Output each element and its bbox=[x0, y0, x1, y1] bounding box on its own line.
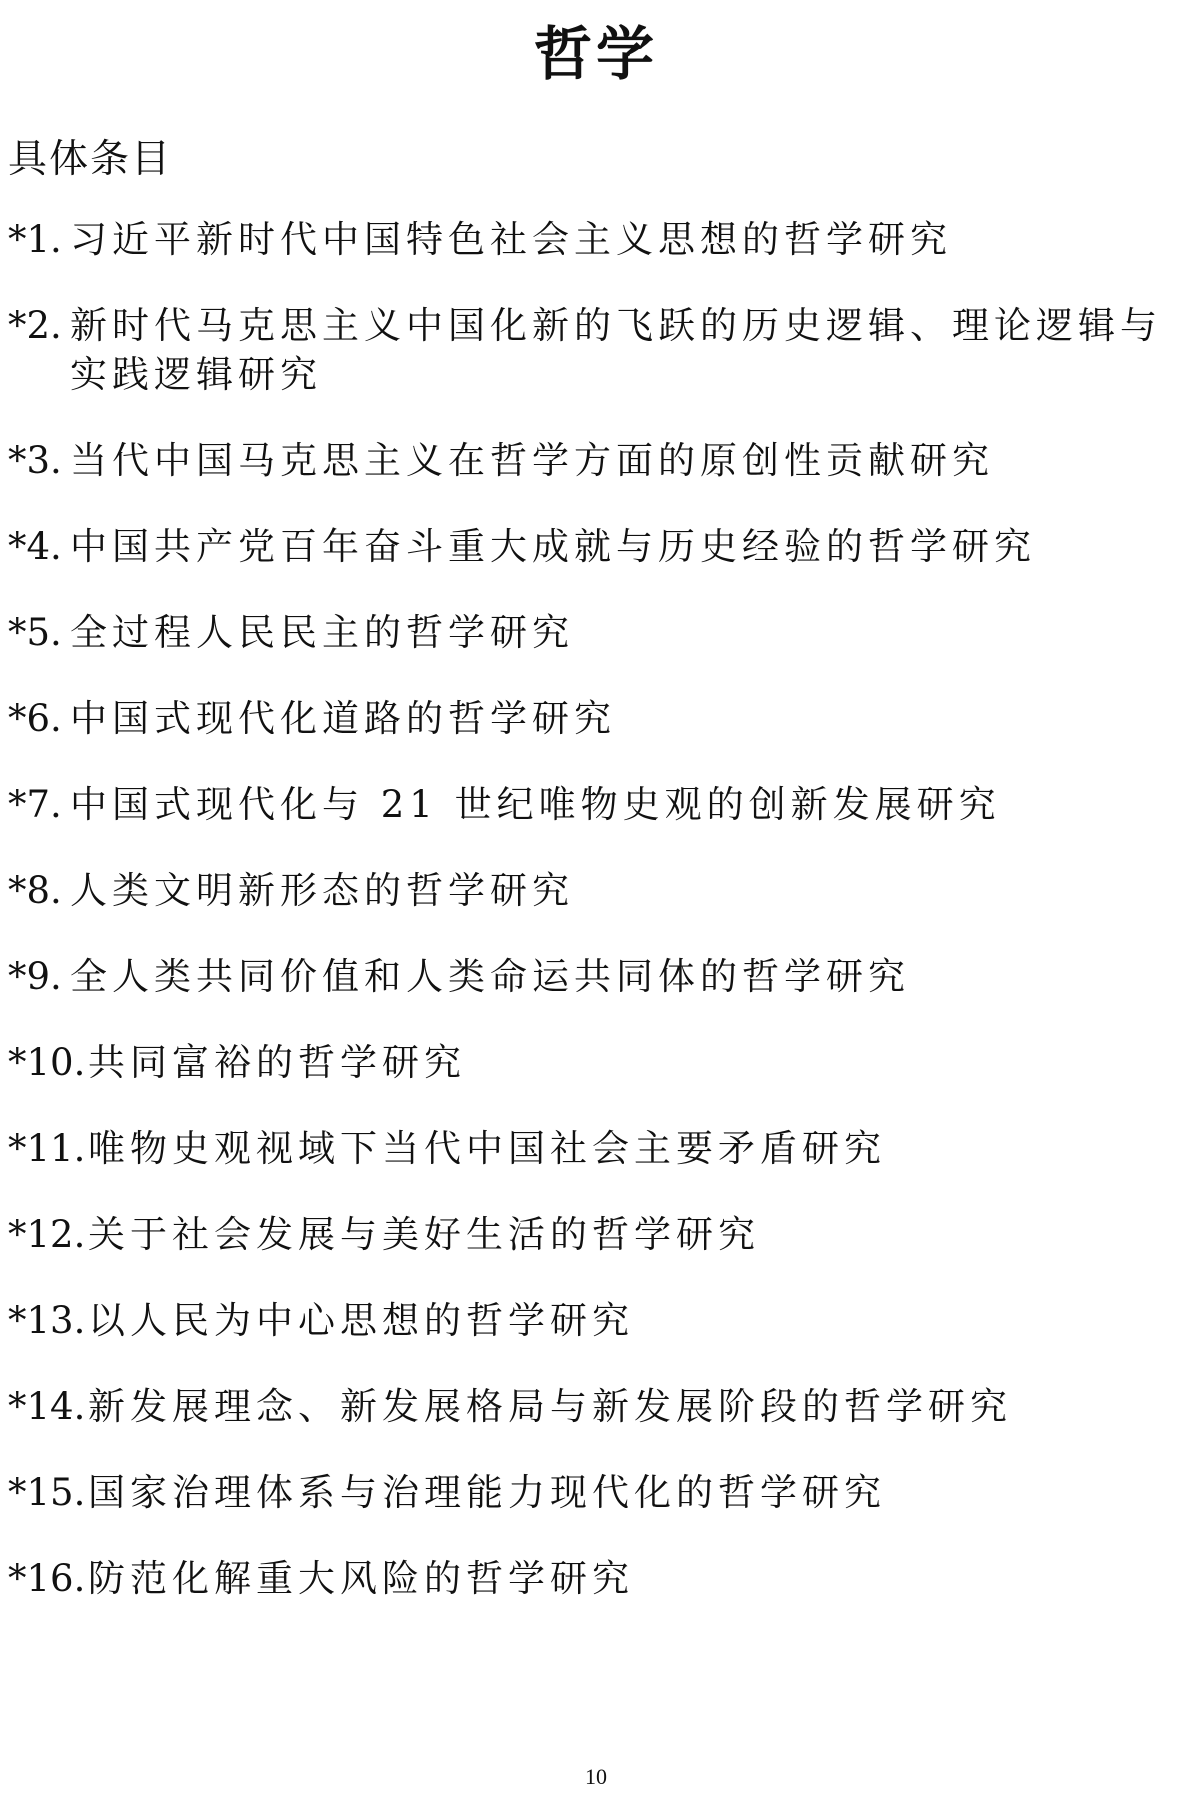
item-text: 人类文明新形态的哲学研究 bbox=[70, 869, 574, 912]
item-text: 以人民为中心思想的哲学研究 bbox=[88, 1299, 634, 1342]
list-item bbox=[8, 301, 1183, 399]
item-text: 新时代马克思主义中国化新的飞跃的历史逻辑、理论逻辑与实践逻辑研究 bbox=[70, 304, 1162, 396]
item-number: *16. bbox=[8, 1557, 86, 1600]
item-number: *11. bbox=[8, 1127, 86, 1170]
list-item bbox=[8, 1038, 1183, 1087]
list-item bbox=[8, 1382, 1183, 1431]
item-number: *1. bbox=[8, 218, 62, 261]
list-item bbox=[8, 1468, 1183, 1517]
item-number: *9. bbox=[8, 955, 62, 998]
list-item bbox=[8, 522, 1183, 571]
list-item bbox=[8, 436, 1183, 485]
item-list bbox=[8, 215, 1183, 1640]
item-text: 当代中国马克思主义在哲学方面的原创性贡献研究 bbox=[70, 439, 994, 482]
list-item bbox=[8, 1210, 1183, 1259]
item-text: 中国式现代化道路的哲学研究 bbox=[70, 697, 616, 740]
page-number: 10 bbox=[585, 1764, 607, 1789]
list-item bbox=[8, 694, 1183, 743]
item-text: 关于社会发展与美好生活的哲学研究 bbox=[88, 1213, 760, 1256]
item-text: 中国共产党百年奋斗重大成就与历史经验的哲学研究 bbox=[70, 525, 1036, 568]
item-number: *6. bbox=[8, 697, 62, 740]
item-text: 全人类共同价值和人类命运共同体的哲学研究 bbox=[70, 955, 910, 998]
item-number: *14. bbox=[8, 1385, 86, 1428]
item-number: *2. bbox=[8, 304, 62, 347]
item-text: 中国式现代化与 21 世纪唯物史观的创新发展研究 bbox=[70, 783, 1001, 826]
item-number: *10. bbox=[8, 1041, 86, 1084]
list-item bbox=[8, 866, 1183, 915]
item-text: 全过程人民民主的哲学研究 bbox=[70, 611, 574, 654]
list-item bbox=[8, 780, 1183, 829]
item-text: 新发展理念、新发展格局与新发展阶段的哲学研究 bbox=[88, 1385, 1012, 1428]
list-item bbox=[8, 1296, 1183, 1345]
item-text: 国家治理体系与治理能力现代化的哲学研究 bbox=[88, 1471, 886, 1514]
item-number: *12. bbox=[8, 1213, 86, 1256]
item-text: 唯物史观视域下当代中国社会主要矛盾研究 bbox=[88, 1127, 886, 1170]
item-number: *13. bbox=[8, 1299, 86, 1342]
section-heading: 具体条目 bbox=[8, 137, 173, 182]
item-number: *3. bbox=[8, 439, 62, 482]
list-item bbox=[8, 215, 1183, 264]
item-number: *5. bbox=[8, 611, 62, 654]
item-number: *15. bbox=[8, 1471, 86, 1514]
item-text: 防范化解重大风险的哲学研究 bbox=[88, 1557, 634, 1600]
item-text: 共同富裕的哲学研究 bbox=[88, 1041, 466, 1084]
list-item bbox=[8, 952, 1183, 1001]
item-number: *7. bbox=[8, 783, 62, 826]
list-item bbox=[8, 608, 1183, 657]
page-title: 哲学 bbox=[533, 20, 658, 88]
item-number: *8. bbox=[8, 869, 62, 912]
item-text: 习近平新时代中国特色社会主义思想的哲学研究 bbox=[70, 218, 952, 261]
list-item bbox=[8, 1554, 1183, 1603]
list-item bbox=[8, 1124, 1183, 1173]
item-number: *4. bbox=[8, 525, 62, 568]
